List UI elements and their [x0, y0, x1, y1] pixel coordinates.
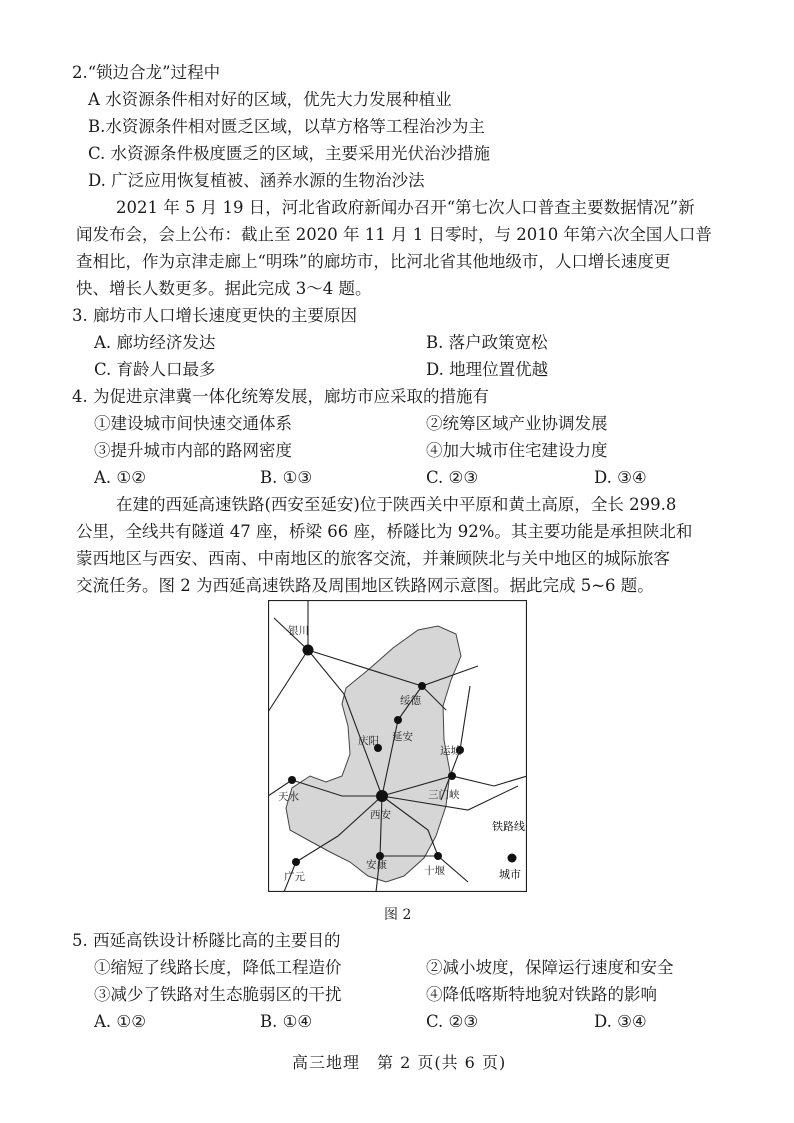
q4-option-b: B. ①③	[260, 468, 313, 487]
figure-caption: 图 2	[384, 907, 412, 923]
q5-option-a: A. ①②	[94, 1012, 146, 1031]
q4-statement-2: ②统筹区域产业协调发展	[426, 414, 608, 433]
q5-statement-1: ①缩短了线路长度，降低工程造价	[94, 958, 342, 977]
q3-stem: 3. 廊坊市人口增长速度更快的主要原因	[72, 306, 357, 325]
q5-option-b: B. ①④	[260, 1012, 313, 1031]
map-legend	[484, 816, 548, 888]
q5-option-d: D. ③④	[594, 1012, 647, 1031]
city-label-yinchuan: 银川	[288, 625, 309, 637]
city-dot-yinchuan	[303, 645, 314, 656]
q5-option-c: C. ②③	[426, 1012, 479, 1031]
city-label-suide: 绥德	[400, 695, 421, 707]
q2-option-c: C. 水资源条件极度匮乏的区域，主要采用光伏治沙措施	[88, 144, 491, 163]
city-label-qingyang: 庆阳	[358, 735, 379, 747]
q4-option-d: D. ③④	[594, 468, 647, 487]
q4-statement-1: ①建设城市间快速交通体系	[94, 414, 292, 433]
q2-option-b: B.水资源条件相对匮乏区域，以草方格等工程治沙为主	[88, 117, 485, 136]
legend-city-label: 城市	[499, 868, 521, 881]
passage1-line-4: 快、增长人数更多。据此完成 3～4 题。	[76, 279, 372, 298]
passage1-line-3: 查相比，作为京津走廊上“明珠”的廊坊市，比河北省其他地级市，人口增长速度更	[76, 252, 671, 271]
city-label-guangyuan: 广元	[284, 871, 305, 883]
passage2-line-4: 交流任务。图 2 为西延高速铁路及周围地区铁路网示意图。据此完成 5~6 题。	[76, 576, 654, 595]
city-dot-guangyuan	[292, 858, 300, 866]
city-label-yuncheng: 运城	[440, 745, 461, 757]
passage2-line-3: 蒙西地区与西安、西南、中南地区的旅客交流，并兼顾陕北与关中地区的城际旅客	[76, 549, 670, 568]
q4-statement-4: ④加大城市住宅建设力度	[426, 441, 608, 460]
q4-option-a: A. ①②	[94, 468, 146, 487]
passage2-line-1: 在建的西延高速铁路(西安至延安)位于陕西关中平原和黄土高原，全长 299.8	[116, 495, 677, 514]
q5-stem: 5. 西延高铁设计桥隧比高的主要目的	[72, 931, 341, 950]
q2-stem: 2.“锁边合龙”过程中	[72, 63, 221, 82]
q3-option-c: C. 育龄人口最多	[94, 360, 216, 379]
city-dot-shiyan	[434, 852, 442, 860]
q2-option-a: A 水资源条件相对好的区域，优先大力发展种植业	[88, 90, 452, 109]
city-label-tianshui: 天水	[278, 791, 299, 803]
city-label-ankang: 安康	[366, 859, 387, 871]
q2-option-d: D. 广泛应用恢复植被、涵养水源的生物治沙法	[88, 171, 425, 190]
q3-option-b: B. 落户政策宽松	[426, 333, 548, 352]
q4-stem: 4. 为促进京津冀一体化统筹发展，廊坊市应采取的措施有	[72, 387, 489, 406]
q5-statement-3: ③减少了铁路对生态脆弱区的干扰	[94, 985, 342, 1004]
page-footer: 高三地理 第 2 页(共 6 页)	[292, 1053, 507, 1072]
city-label-shiyan: 十堰	[424, 865, 445, 877]
passage2-line-2: 公里，全线共有隧道 47 座，桥梁 66 座，桥隧比为 92%。其主要功能是承担陕北和	[76, 522, 693, 541]
city-label-xian: 西安	[370, 809, 391, 821]
city-dot-xian	[376, 790, 388, 802]
q5-statement-2: ②减小坡度，保障运行速度和安全	[426, 958, 674, 977]
q4-statement-3: ③提升城市内部的路网密度	[94, 441, 292, 460]
city-dot-tianshui	[288, 776, 296, 784]
legend-city-marker	[508, 854, 517, 863]
city-dot-sanmenxia	[448, 772, 456, 780]
passage1-line-2: 闻发布会，会上公布：截止至 2020 年 11 月 1 日零时，与 2010 年第六次全国人口普	[76, 225, 712, 244]
city-dot-suide	[418, 682, 426, 690]
q3-option-d: D. 地理位置优越	[426, 360, 549, 379]
q3-option-a: A. 廊坊经济发达	[94, 333, 216, 352]
city-label-sanmenxia: 三门峡	[428, 789, 460, 801]
passage1-line-1: 2021 年 5 月 19 日，河北省政府新闻办召开“第七次人口普查主要数据情况”新	[116, 198, 695, 217]
q5-statement-4: ④降低喀斯特地貌对铁路的影响	[426, 985, 657, 1004]
city-dot-yanan	[394, 716, 402, 724]
city-label-yanan: 延安	[392, 731, 413, 743]
legend-railway-label: 铁路线	[492, 820, 525, 833]
q4-option-c: C. ②③	[426, 468, 479, 487]
